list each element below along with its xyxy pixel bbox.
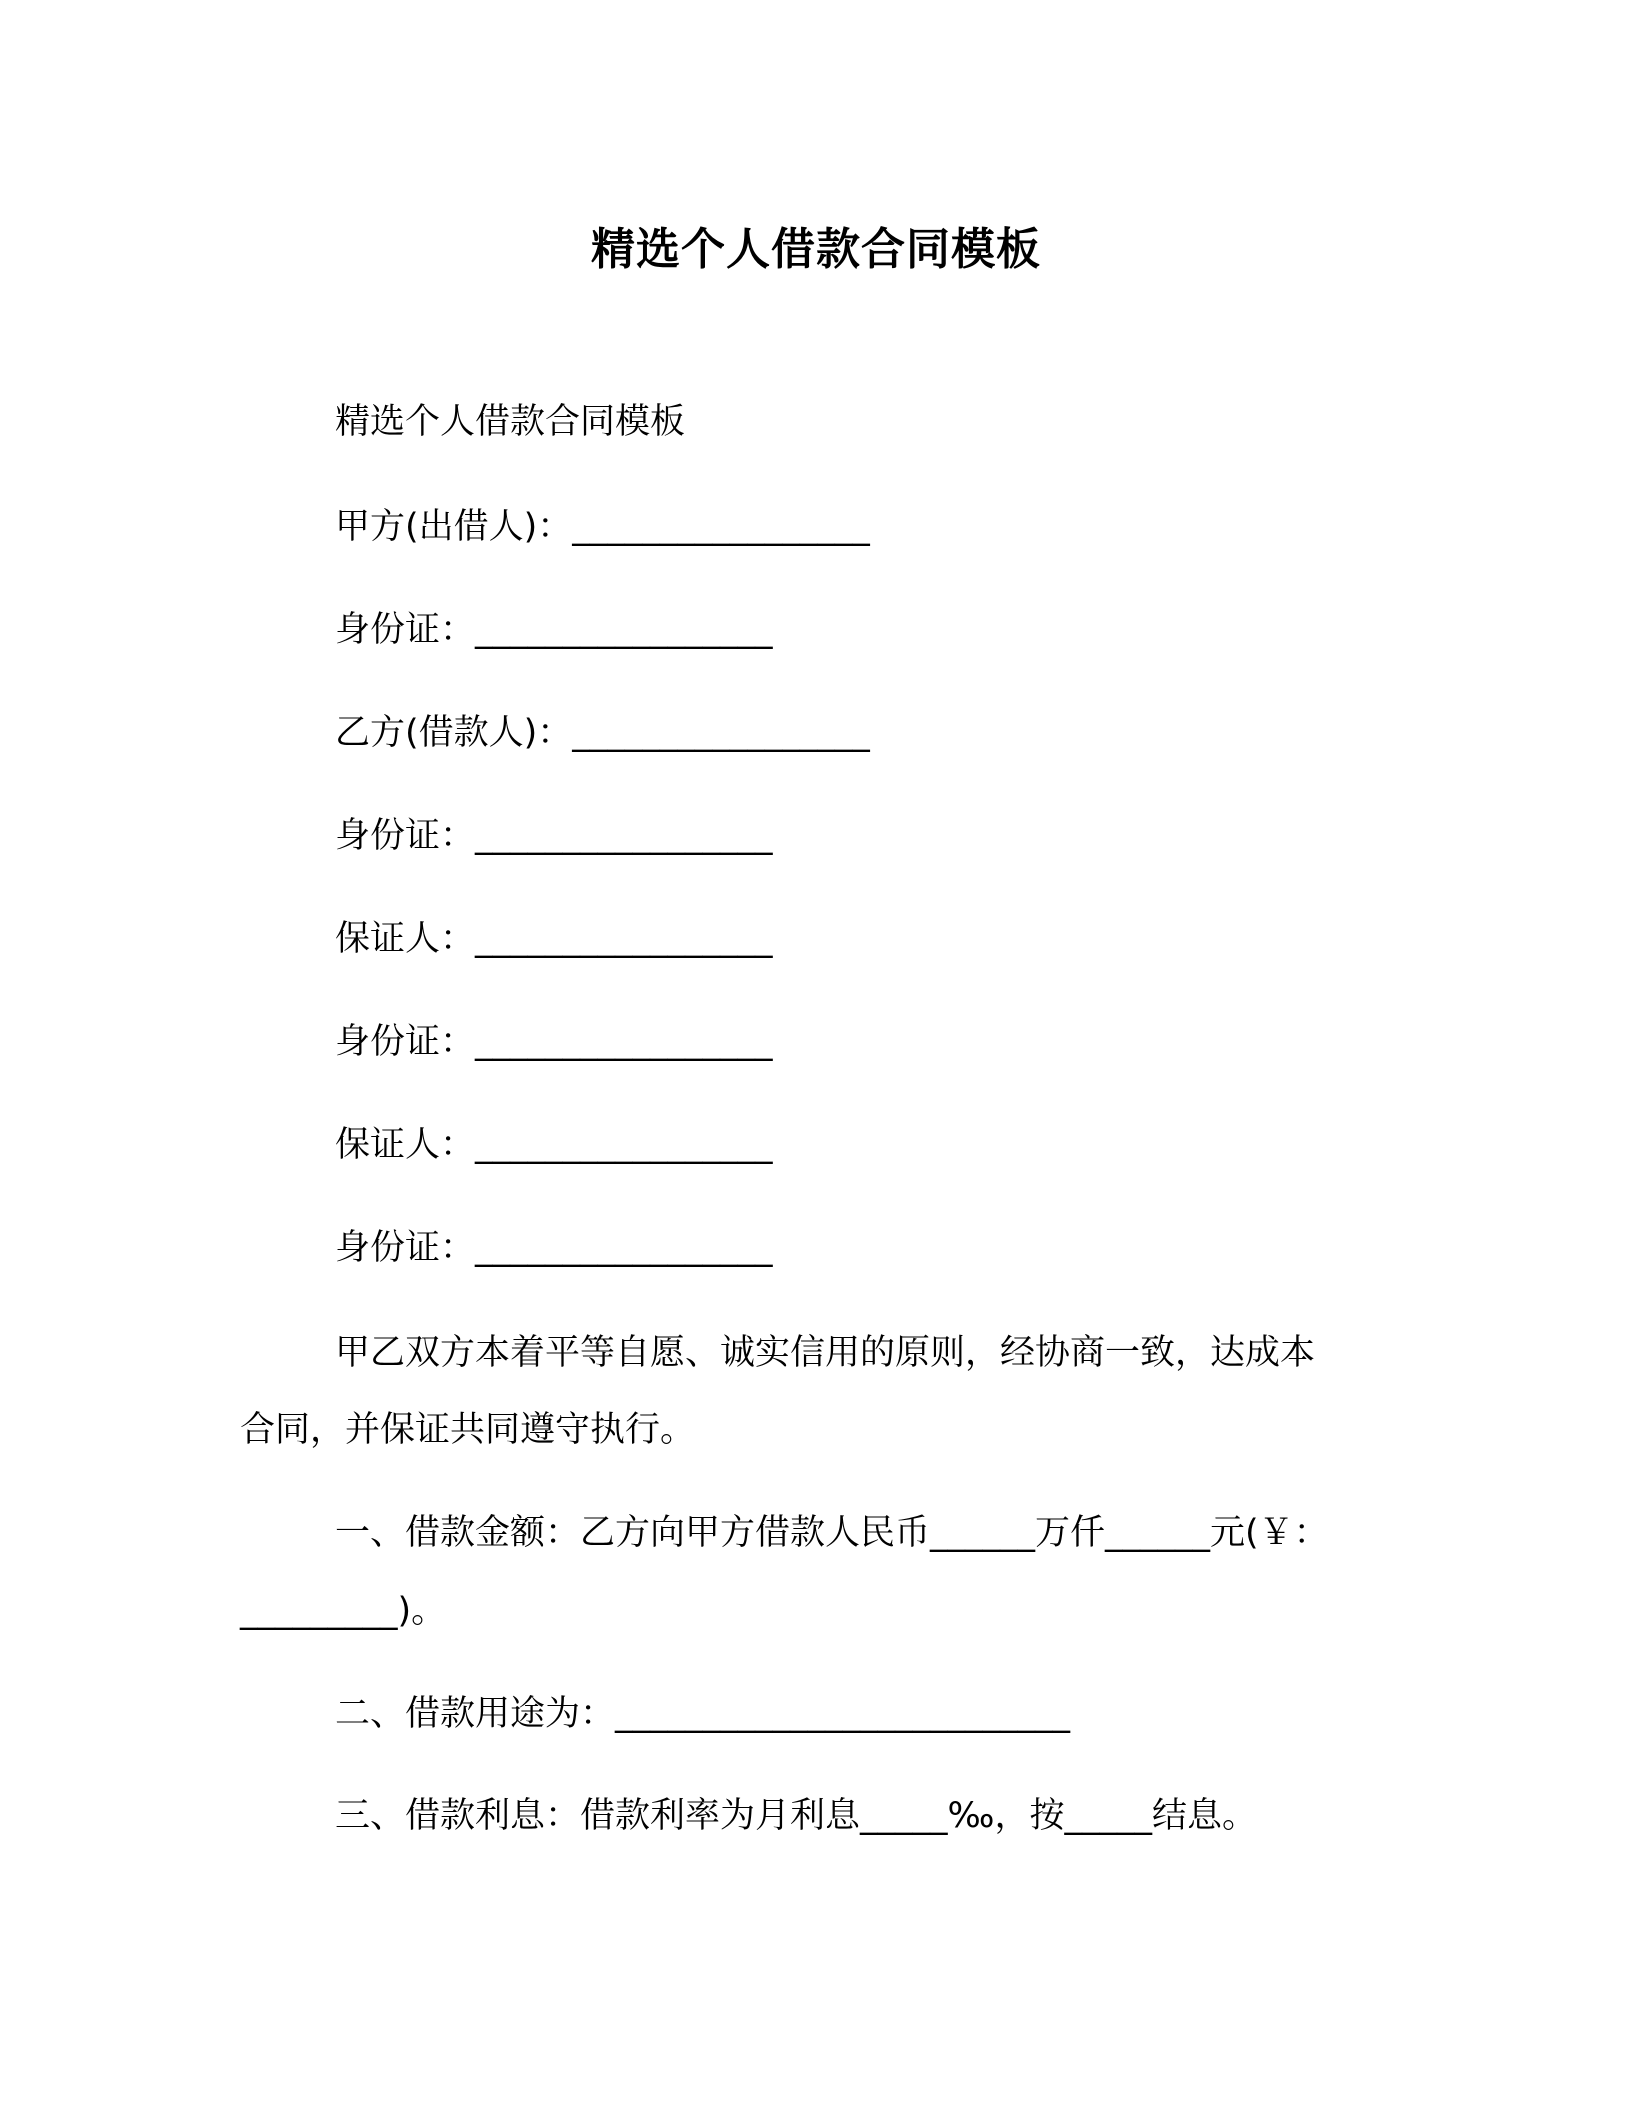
lender-id-field: 身份证：_________________ (335, 610, 773, 650)
clause-3: 三、借款利息：借款利率为月利息_____‰，按_____结息。 (335, 1796, 1257, 1836)
document-subtitle: 精选个人借款合同模板 (335, 402, 686, 442)
clause-2: 二、借款用途为：__________________________ (335, 1694, 1071, 1734)
clause-1-line-2: _________)。 (240, 1591, 447, 1631)
guarantor-1-field: 保证人：_________________ (335, 919, 773, 959)
preamble-line-1: 甲乙双方本着平等自愿、诚实信用的原则，经协商一致，达成本 (335, 1333, 1316, 1373)
document-title: 精选个人借款合同模板 (591, 224, 1041, 275)
clause-1-line-1: 一、借款金额：乙方向甲方借款人民币______万仟______元(￥： (335, 1513, 1329, 1553)
guarantor-1-id-field: 身份证：_________________ (335, 1022, 773, 1062)
borrower-field: 乙方(借款人)：_________________ (335, 713, 870, 753)
guarantor-2-field: 保证人：_________________ (335, 1125, 773, 1165)
guarantor-2-id-field: 身份证：_________________ (335, 1228, 773, 1268)
borrower-id-field: 身份证：_________________ (335, 816, 773, 856)
preamble-line-2: 合同，并保证共同遵守执行。 (240, 1410, 696, 1450)
lender-field: 甲方(出借人)：_________________ (335, 507, 870, 547)
